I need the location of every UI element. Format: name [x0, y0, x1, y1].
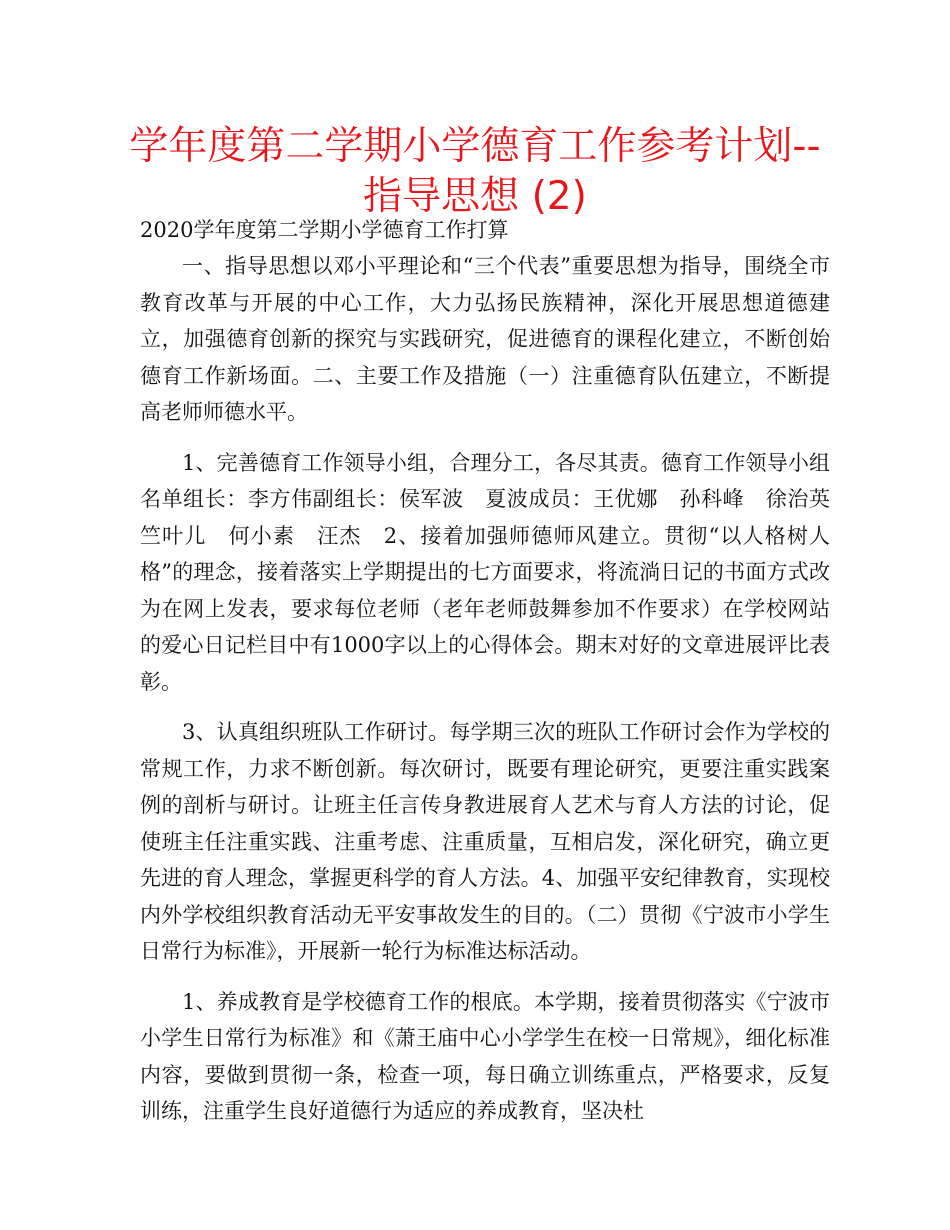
paragraph-3: 3、认真组织班队工作研讨。每学期三次的班队工作研讨会作为学校的常规工作，力求不断创新。每次研讨，既要有理论研究，更要注重实践案例的剖析与研讨。让班主任言传身教进展育人艺术与育人方法的讨论，促使班主任注重实践、注重考虑、注重质量，互相启发，深化研究，确立更先进的育人理念，掌握更科学的育人方法。4、加强平安纪律教育，实现校内外学校组织教育活动无平安事故发生的目的。（二）贯彻《宁波市小学生日常行为标准》，开展新一轮行为标准达标活动。 — [140, 720, 830, 963]
paragraph-2: 1、完善德育工作领导小组，合理分工，各尽其责。德育工作领导小组名单组长：李方伟副组长：侯军波 夏波成员：王优娜 孙科峰 徐治英 竺叶儿 何小素 汪杰 2、接着加强师德师风建立。贯彻“以人格树人格”的理念，接着落实上学期提出的七方面要求，将流淌日记的书面方式改为在网上发表，要求每位老师（老年老师鼓舞参加不作要求）在学校网站的爱心日记栏目中有1000字以上的心得体会。期末对好的文章进展评比表彰。 — [140, 450, 851, 694]
document-body — [140, 248, 851, 1144]
document-title — [100, 122, 850, 222]
title-line-1: 学年度第二学期小学德育工作参考计划-- — [129, 124, 821, 169]
title-line-2: 指导思想 (2) — [363, 174, 587, 219]
document-subtitle: 2020学年度第二学期小学德育工作打算 — [140, 218, 509, 242]
paragraph-4: 1、养成教育是学校德育工作的根底。本学期，接着贯彻落实《宁波市小学生日常行为标准》和《萧王庙中心小学学生在校一日常规》，细化标准内容，要做到贯彻一条，检查一项，每日确立训练重点，严格要求，反复训练，注重学生良好道德行为适应的养成教育，坚决杜 — [140, 989, 830, 1123]
paragraph-1: 一、指导思想以邓小平理论和“三个代表”重要思想为指导，围绕全市教育改革与开展的中心工作，大力弘扬民族精神，深化开展思想道德建立，加强德育创新的探究与实践研究，促进德育的课程化建立，不断创始德育工作新场面。二、主要工作及措施（一）注重德育队伍建立，不断提高老师师德水平。 — [140, 254, 830, 424]
